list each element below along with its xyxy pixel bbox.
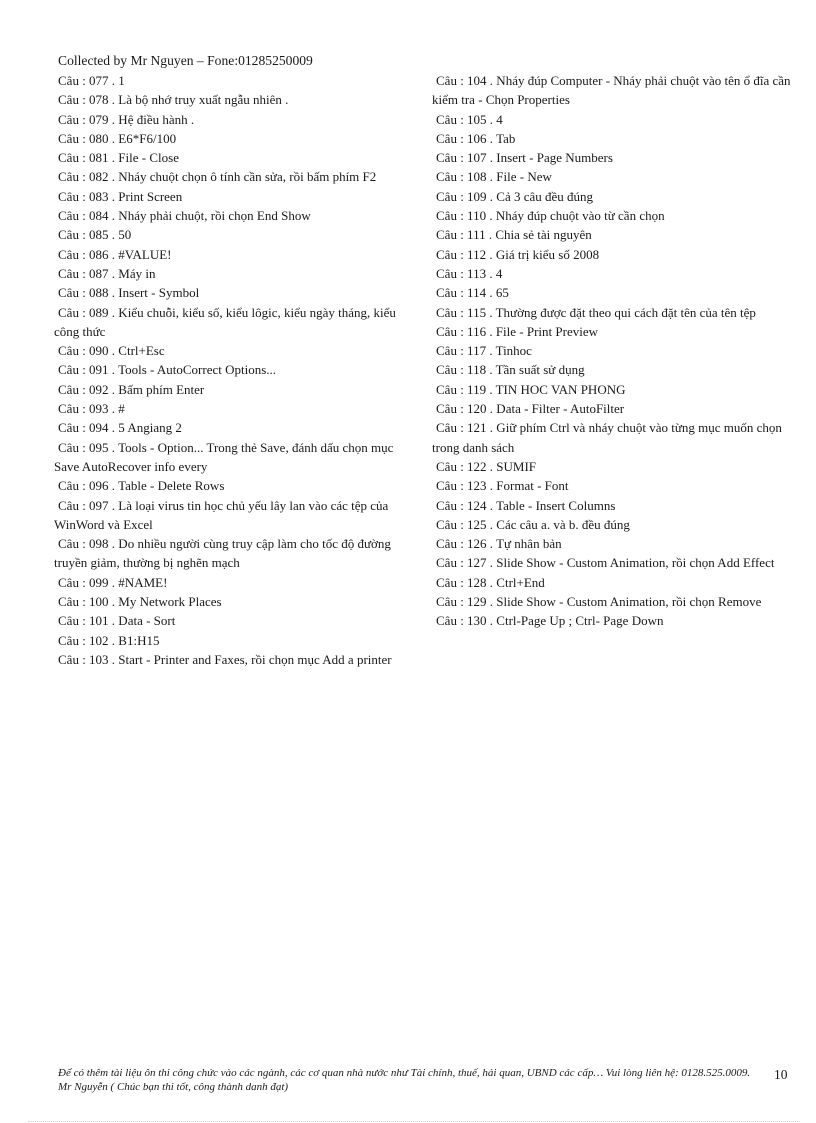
answer-item: Câu : 090 . Ctrl+Esc: [58, 343, 165, 359]
answer-item: Câu : 081 . File - Close: [58, 150, 179, 166]
page-number: 10: [774, 1067, 788, 1082]
answer-item: Câu : 101 . Data - Sort: [58, 613, 176, 629]
answer-item: Câu : 115 . Thường được đặt theo qui cách đặt tên của tên tệp: [436, 304, 756, 320]
answer-item: Câu : 102 . B1:H15: [58, 632, 160, 648]
answer-item: Câu : 091 . Tools - AutoCorrect Options...: [58, 362, 277, 378]
answer-item: Câu : 111 . Chia sẻ tài nguyên: [436, 227, 592, 243]
answer-item: Câu : 103 . Start - Printer and Faxes, rồi chọn mục Add a printer: [58, 651, 392, 667]
answer-item: Câu : 126 . Tự nhân bản: [436, 536, 562, 552]
answer-item: Câu : 127 . Slide Show - Custom Animation, rồi chọn Add Effect: [436, 555, 775, 571]
answer-item: Câu : 104 . Nháy đúp Computer - Nháy phải chuột vào tên ổ đĩa cần kiểm tra - Chọn Properties: [432, 73, 791, 108]
answer-item: Câu : 095 . Tools - Option... Trong thẻ Save, đánh dấu chọn mục Save AutoRecover info every: [54, 439, 394, 474]
answer-item: Câu : 122 . SUMIF: [436, 458, 537, 474]
answer-item: Câu : 097 . Là loại virus tin học chủ yếu lây lan vào các tệp của WinWord và Excel: [54, 497, 389, 532]
answer-item: Câu : 100 . My Network Places: [58, 594, 222, 610]
answer-item: Câu : 114 . 65: [436, 285, 509, 301]
answer-item: Câu : 086 . #VALUE!: [58, 246, 172, 262]
footer-note: Để có thêm tài liệu ôn thi công chức vào các ngành, các cơ quan nhà nước như Tài chính, thuế, hải quan, UBND các cấp… Vui lòng liên hệ: 0128.525.0009. Mr Nguyễn ( Chúc bạn thi tốt, công thành danh đạt): [58, 1067, 751, 1093]
answer-item: Câu : 123 . Format - Font: [436, 478, 569, 494]
answer-item: Câu : 096 . Table - Delete Rows: [58, 478, 225, 494]
answer-item: Câu : 113 . 4: [436, 265, 503, 281]
answer-item: Câu : 089 . Kiểu chuỗi, kiểu số, kiểu lôgic, kiểu ngày tháng, kiểu công thức: [54, 304, 396, 339]
answer-item: Câu : 085 . 50: [58, 227, 132, 243]
answer-item: Câu : 094 . 5 Angiang 2: [58, 420, 182, 436]
document-header: Collected by Mr Nguyen – Fone:01285250009: [58, 53, 313, 68]
answer-item: Câu : 099 . #NAME!: [58, 574, 168, 590]
answer-item: Câu : 082 . Nháy chuột chọn ô tính cần sửa, rồi bấm phím F2: [58, 169, 377, 185]
answer-item: Câu : 105 . 4: [436, 111, 503, 127]
answer-item: Câu : 117 . Tinhoc: [436, 343, 532, 359]
answer-column-left: [54, 71, 414, 669]
answer-item: Câu : 088 . Insert - Symbol: [58, 285, 200, 301]
answer-item: Câu : 077 . 1: [58, 73, 125, 88]
answer-item: Câu : 093 . #: [58, 401, 125, 417]
answer-item: Câu : 125 . Các câu a. và b. đều đúng: [436, 516, 630, 532]
answer-item: Câu : 107 . Insert - Page Numbers: [436, 150, 613, 166]
answer-item: Câu : 130 . Ctrl-Page Up ; Ctrl- Page Down: [436, 613, 664, 629]
answer-item: Câu : 109 . Cả 3 câu đều đúng: [436, 188, 594, 204]
answer-item: Câu : 119 . TIN HOC VAN PHONG: [436, 381, 626, 397]
answer-item: Câu : 118 . Tần suất sử dụng: [436, 362, 585, 378]
answer-item: Câu : 129 . Slide Show - Custom Animation, rồi chọn Remove: [436, 594, 762, 610]
answer-item: Câu : 116 . File - Print Preview: [436, 323, 599, 339]
bottom-divider: [28, 1121, 800, 1122]
answer-item: Câu : 098 . Do nhiều người cùng truy cập làm cho tốc độ đường truyền giảm, thường bị nghẽn mạch: [54, 536, 391, 571]
answer-item: Câu : 121 . Giữ phím Ctrl và nháy chuột vào từng mục muốn chọn trong danh sách: [432, 420, 782, 455]
answer-item: Câu : 106 . Tab: [436, 130, 516, 146]
answer-item: Câu : 108 . File - New: [436, 169, 552, 185]
answer-item: Câu : 087 . Máy in: [58, 265, 156, 281]
answer-item: Câu : 120 . Data - Filter - AutoFilter: [436, 401, 625, 417]
answer-item: Câu : 080 . E6*F6/100: [58, 130, 177, 146]
answer-item: Câu : 128 . Ctrl+End: [436, 574, 545, 590]
answer-item: Câu : 112 . Giá trị kiểu số 2008: [436, 246, 600, 262]
answer-item: Câu : 078 . Là bộ nhớ truy xuất ngẫu nhiên .: [58, 92, 289, 108]
answer-item: Câu : 124 . Table - Insert Columns: [436, 497, 616, 513]
answer-item: Câu : 084 . Nháy phải chuột, rồi chọn End Show: [58, 208, 311, 224]
answer-column-right: [432, 71, 798, 631]
answer-item: Câu : 079 . Hệ điều hành .: [58, 111, 195, 127]
answer-item: Câu : 110 . Nháy đúp chuột vào từ cần chọn: [436, 208, 665, 224]
answer-item: Câu : 083 . Print Screen: [58, 188, 183, 204]
answer-item: Câu : 092 . Bấm phím Enter: [58, 381, 205, 397]
